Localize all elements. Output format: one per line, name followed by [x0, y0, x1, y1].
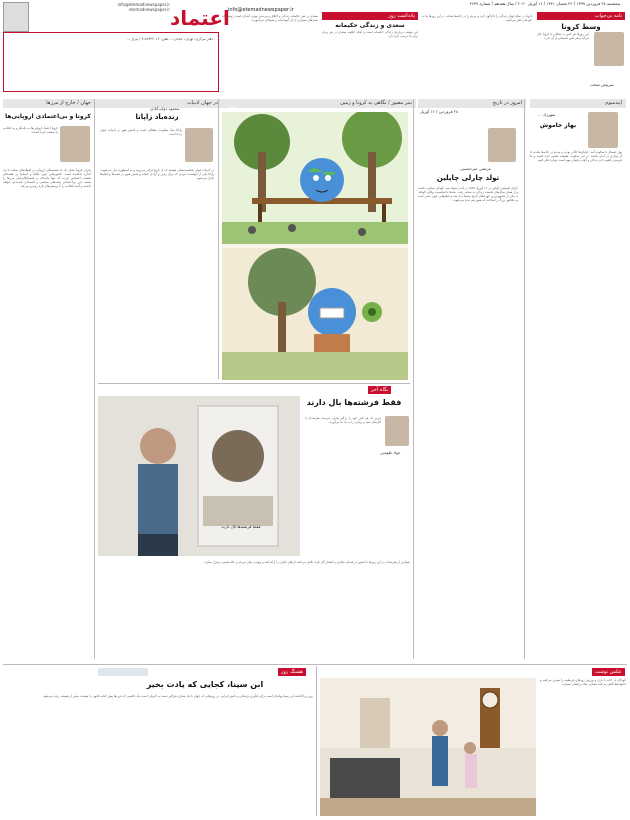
opinion-tag: یادداشت روز [322, 12, 418, 20]
spring-text: بهار امسال با سکوت آمد. خیابان‌ها خالی بودند و مردم در خانه‌ها ماندند تا از بیماری در امان باشند. در این سکوت، طبیعت نفسی تازه کشید و ما فرصتی یافتیم تا به زندگی و آنچه برایمان مهم است دوباره فکر کنیم. [530, 150, 622, 162]
divider [3, 664, 627, 665]
opinion-title: سعدی و زندگی حکیمانه [335, 22, 405, 29]
last-look-author: جواد طوسی [380, 450, 401, 455]
ethic-author: محمود دولت‌آبادی [150, 106, 180, 111]
last-look-text-2: بسیاری از هنرمندان در این روزها با حضور در فضای مجازی و انتشار آثار تازه، تلاش می‌کنند دل‌های نگران را آرام کنند و پیوندی میان مردم در خانه‌نشینی برقرار سازند. [203, 560, 410, 564]
photo-tag: عکس نوشت [592, 668, 625, 676]
ethic-text-2: در ادبیات جهان شخصیت‌هایی هستند که از تاریخ فراتر می‌روند و به اسطوره بدل می‌شوند. زاپاتا یکی از آنهاست؛ مردی که برای زمین و آزادی جنگید و یادش هنوز در قصه‌ها و فیلم‌ها تکرار می‌شود. [100, 168, 214, 180]
today-photo [488, 128, 516, 162]
spring-photo [588, 112, 618, 148]
memory-photo [98, 668, 148, 676]
cartoon-drawing [222, 112, 408, 380]
divider [94, 99, 95, 659]
europe-photo [60, 126, 90, 162]
memory-text: روز بزرگداشت ابن سینا بهانه‌ای است برای یادآوری پزشکی و دانش ایرانی. در روزهایی که جهان با یک بیماری فراگیر دست به گریبان است، یاد حکیمی که قرن‌ها پیش کتاب قانون را نوشت، بیش از همیشه زنده می‌شود. [42, 694, 313, 698]
left-top-header [537, 12, 625, 31]
ethic-title: زنده‌باد زاپاتا [135, 113, 179, 121]
last-look-tag: نگاه آخر [368, 386, 391, 394]
poster-caption: فقط فرشته‌ها بال دارند [221, 524, 261, 529]
memory-tag: هشتگ روز [278, 668, 306, 676]
row-bar-cartoon: تیتر مصور / نگاهی به کرونا و زمین [222, 99, 416, 108]
last-look-text: دوری که هر کس خود را درگیر بحران می‌بیند، هنرمندان با آثارشان امید و زیبایی را به یاد ما می‌آورند. [305, 416, 381, 424]
europe-title: کرونا و بی‌اعتمادی اروپایی‌ها [5, 113, 91, 120]
today-subtag: ۲۸ فروردین / ۱۶ آوریل [420, 109, 459, 114]
newspaper-thumbnail [3, 2, 29, 32]
poster-photo [98, 396, 300, 556]
masthead-col-1: سعدی در هنر حکیمانه زندگی و اخلاق و مردمی بودن، آینه‌ای است روشن که نسل‌های بسیاری از آن آموخته‌اند و همچنان می‌آموزند. [222, 14, 318, 22]
left-top-tag: نامه بی‌جواب [537, 12, 625, 20]
ethic-text: زاپاتا نماد مقاومت دهقانان است و نامش هنوز در ادبیات جهان زنده است. [100, 128, 182, 136]
memory-title: ابن سینا، کجایی که یادت بخیر [146, 680, 264, 689]
left-top-author: سروش صحت [590, 82, 614, 87]
last-look-title: فقط فرشته‌ها بال دارند [306, 398, 402, 407]
europe-text-2: بحران کرونا نشان داد که همبستگی اروپایی در لحظه‌های سخت تا چه اندازه شکننده است. کشورهایی چون ایتالیا و اسپانیا در هفته‌های نخست احساس کردند که تنها مانده‌اند و همسایگان‌شان مرزها را بستند. این بی‌اعتمادی پیامدهای سیاسی و اقتصادی بلندمدتی خواهد داشت و آینده اتحادیه را با پرسش‌های تازه روبه‌رو می‌کند. [3, 168, 91, 188]
today-author: مرتضی میرحسینی [460, 166, 491, 171]
europe-text: کرونا اعتماد اروپایی‌ها به یکدیگر و به اتحادیه را سست کرده است. [3, 126, 58, 134]
website-line: etemadnewspaper.ir [128, 7, 170, 12]
today-title: تولد چارلی چاپلین [436, 174, 500, 182]
staff-box [3, 32, 219, 92]
email-line: info@etemadnewspaper.ir [117, 2, 170, 7]
photo-main [320, 678, 536, 816]
divider [524, 99, 525, 659]
row-bar-spring: اپیدمیوم [530, 99, 626, 108]
cartoon [222, 112, 408, 380]
row-bar-ethic: در جهان ادبیات [92, 99, 222, 108]
masthead [0, 0, 630, 96]
left-top-text: این روزها هر کس به شکلی با کرونا کنار می‌آید و هر کس داستانی از آن دارد. [537, 32, 589, 40]
photo-text: کودکان در خانه با بازی و ورزش روزهای قرنطینه را سپری می‌کنند و خانواده‌ها تلاش می‌کنند فضایی شاد برایشان بسازند. [540, 678, 626, 686]
author-photo [594, 32, 624, 66]
divider [98, 383, 410, 384]
staff-text: دفتر مرکزی: تهران، خیابان ... تلفن: ۸۸۹۴۲۰۱۶-۹ / تیراژ ... [126, 37, 213, 41]
row-bar-today: امروز در تاریخ [418, 99, 526, 108]
divider [218, 99, 219, 379]
spring-author: شهرزاد ... [538, 112, 556, 117]
today-text: چارلز اسپنسر چاپلین در ۱۶ آوریل ۱۸۸۹ در لندن متولد شد. کودکی سختی داشت و از همان سال‌های نخست زندگی به صحنه رفت. بعدها با شخصیت ولگرد کوچک به یکی از مشهورترین چهره‌های تاریخ سینما بدل شد و فیلم‌هایی چون عصر جدید و دیکتاتور بزرگ را ساخت که هنوز هم دیده می‌شوند. [418, 186, 518, 202]
ethic-photo [185, 128, 213, 162]
divider [413, 99, 414, 659]
logo: اعتماد [170, 6, 230, 30]
email-label: info@etemadnewspaper.ir [228, 7, 294, 13]
cartoon-author: رنجبر [228, 104, 238, 109]
left-top-title: وسط کرونا [561, 23, 601, 31]
contact-info [30, 2, 170, 30]
last-look-photo [385, 416, 409, 446]
date-line: پنجشنبه ۲۸ فروردین ۱۳۹۹ / ۲۲ شعبان ۱۴۴۱ / ۱۶ آوریل ۲۰۲۰ / سال هفدهم / شماره ۴۶۳۷ [469, 1, 620, 6]
divider [316, 666, 317, 816]
opinion-header [322, 12, 418, 29]
opinion-text: این نوشته درباره‌ی زندگی حکیمانه است و اینکه چگونه سعدی در هر زمان برای ما درسی تازه دارد. [322, 30, 418, 38]
masthead-col-3: کرونا در تمام جهان زندگی را دگرگون کرد و مردم را در خانه‌ها نشاند. در این روزها ما به خودمان فکر می‌کنیم. [422, 14, 532, 22]
spring-title: بهار خاموش [539, 122, 577, 129]
row-bar-europe: جهان / خارج از مرزها [3, 99, 95, 108]
